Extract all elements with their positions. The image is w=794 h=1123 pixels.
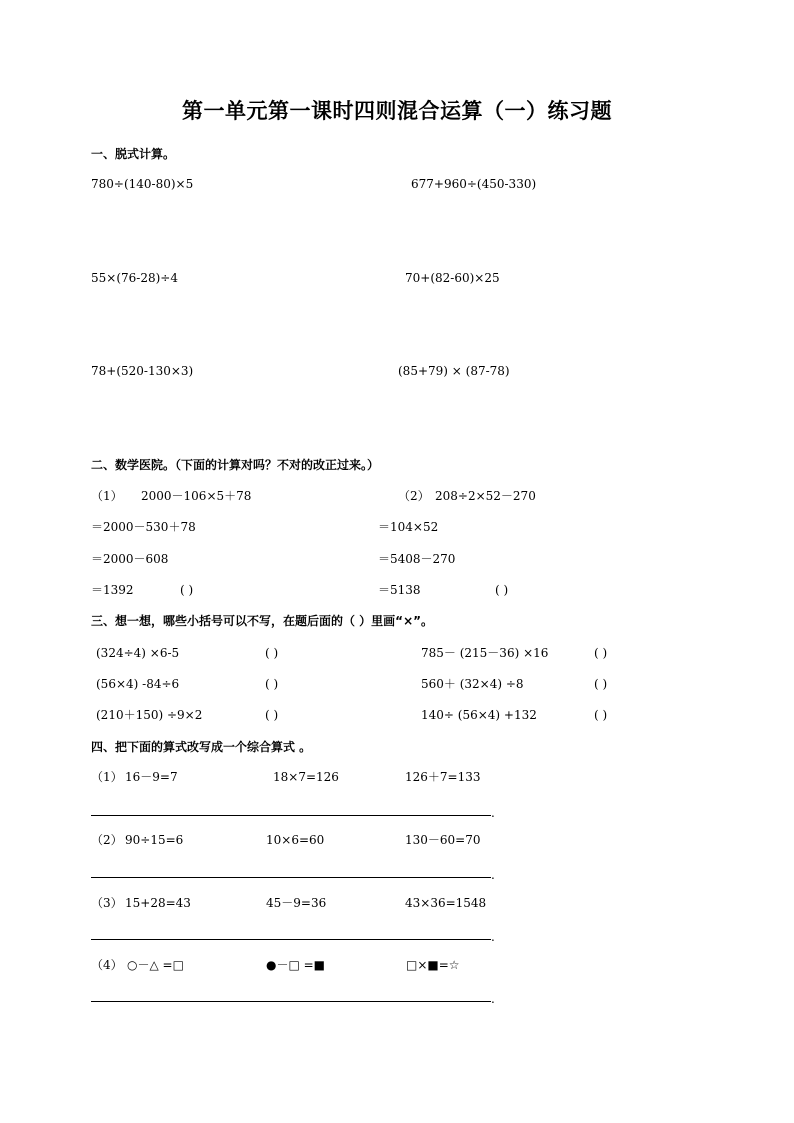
calc-item-1: 780÷(140-80)×5 — [91, 177, 194, 191]
combine-step-c: 43×36=1548 — [405, 896, 487, 910]
answer-period: . — [491, 930, 495, 944]
answer-period: . — [491, 868, 495, 882]
section-4-heading: 四、把下面的算式改写成一个综合算式 。 — [91, 740, 312, 754]
paren-item-right: 560＋ (32×4) ÷8 — [421, 677, 524, 691]
combine-step-a: 16－9=7 — [125, 770, 178, 784]
answer-line[interactable] — [91, 939, 491, 940]
answer-line[interactable] — [91, 1001, 491, 1002]
hospital-right-line: 208÷2×52－270 — [435, 489, 536, 503]
section-3-heading: 三、想一想，哪些小括号可以不写，在题后面的（ ）里画“×”。 — [91, 614, 434, 628]
answer-line[interactable] — [91, 877, 491, 878]
combine-step-b: ●－□ =■ — [266, 958, 326, 972]
answer-line[interactable] — [91, 815, 491, 816]
combine-row-label: （4） — [91, 958, 123, 972]
answer-paren[interactable]: ( ) — [180, 583, 194, 597]
answer-paren[interactable]: ( ) — [594, 646, 608, 660]
calc-item-6: (85+79) × (87-78) — [398, 364, 510, 378]
combine-row-label: （2） — [91, 833, 123, 847]
answer-period: . — [491, 806, 495, 820]
hospital-left-line: ＝2000－608 — [91, 552, 169, 566]
hospital-right-line: ＝5408－270 — [378, 552, 456, 566]
hospital-right-line: ＝5138 — [378, 583, 421, 597]
paren-item-left: (210＋150) ÷9×2 — [96, 708, 203, 722]
calc-item-2: 677+960÷(450-330) — [411, 177, 537, 191]
calc-item-5: 78+(520-130×3) — [91, 364, 194, 378]
paren-item-right: 785－ (215－36) ×16 — [421, 646, 549, 660]
combine-step-c: 130－60=70 — [405, 833, 481, 847]
answer-paren[interactable]: ( ) — [265, 646, 279, 660]
hospital-right-line: ＝104×52 — [378, 520, 439, 534]
answer-paren[interactable]: ( ) — [265, 677, 279, 691]
combine-row-label: （1） — [91, 770, 123, 784]
answer-paren[interactable]: ( ) — [594, 708, 608, 722]
answer-paren[interactable]: ( ) — [594, 677, 608, 691]
paren-item-left: (56×4) -84÷6 — [96, 677, 180, 691]
page-title: 第一单元第一课时四则混合运算（一）练习题 — [182, 99, 612, 123]
section-1-heading: 一、脱式计算。 — [91, 147, 176, 161]
calc-item-4: 70+(82-60)×25 — [405, 271, 500, 285]
combine-step-a: 15+28=43 — [125, 896, 191, 910]
combine-step-b: 18×7=126 — [273, 770, 339, 784]
combine-step-a: ○－△ =□ — [127, 958, 184, 972]
hospital-left-line: 2000－106×5＋78 — [141, 489, 252, 503]
section-2-heading: 二、数学医院。（下面的计算对吗？不对的改正过来。） — [91, 458, 380, 472]
combine-step-b: 10×6=60 — [266, 833, 325, 847]
hospital-left-label: （1） — [91, 489, 123, 503]
combine-step-c: □×■=☆ — [406, 958, 460, 972]
paren-item-right: 140÷ (56×4) +132 — [421, 708, 537, 722]
answer-paren[interactable]: ( ) — [265, 708, 279, 722]
combine-step-b: 45－9=36 — [266, 896, 327, 910]
answer-period: . — [491, 992, 495, 1006]
answer-paren[interactable]: ( ) — [495, 583, 509, 597]
hospital-right-label: （2） — [398, 489, 430, 503]
hospital-left-line: ＝1392 — [91, 583, 134, 597]
combine-step-a: 90÷15=6 — [125, 833, 184, 847]
combine-step-c: 126＋7=133 — [405, 770, 481, 784]
combine-row-label: （3） — [91, 896, 123, 910]
paren-item-left: (324÷4) ×6-5 — [96, 646, 180, 660]
calc-item-3: 55×(76-28)÷4 — [91, 271, 178, 285]
hospital-left-line: ＝2000－530＋78 — [91, 520, 196, 534]
